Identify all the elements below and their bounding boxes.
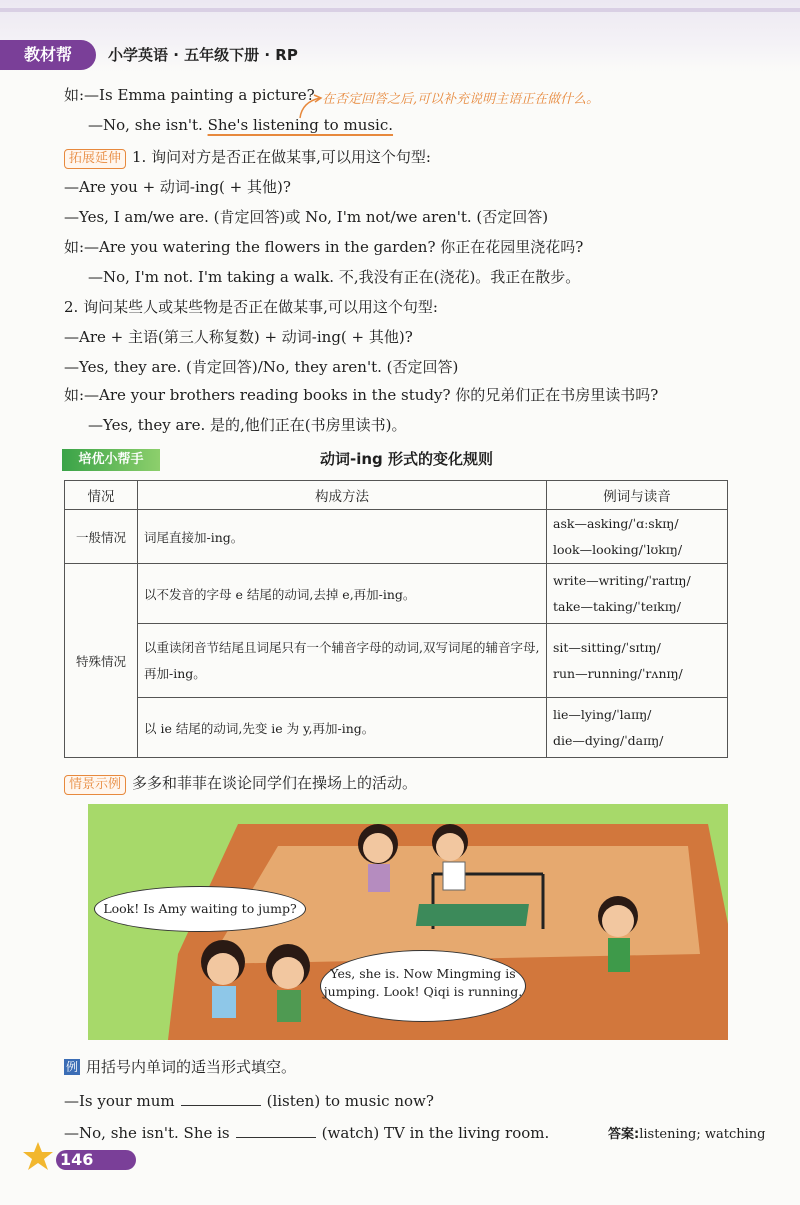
answer-text: listening; watching — [639, 1127, 766, 1142]
scenario-line — [64, 772, 417, 795]
intro-question: 如:—Is Emma painting a picture? — [64, 86, 315, 104]
qiqi-body — [608, 938, 630, 972]
table-row — [65, 698, 728, 758]
p1-line2: —Yes, I am/we are. (肯定回答)或 No, I'm not/we aren't. (否定回答) — [64, 208, 549, 226]
table-title: 动词-ing 形式的变化规则 — [320, 450, 494, 468]
example-special-1 — [547, 564, 728, 624]
q2-blank — [236, 1137, 316, 1138]
example-line: lie—lying/ˈlaɪɪŋ/ — [553, 706, 652, 722]
side-note: 在否定回答之后,可以补充说明主语正在做什么。 — [322, 92, 600, 107]
helper-tag: 培优小帮手 — [62, 449, 160, 471]
example-line: die—dying/ˈdaɪɪŋ/ — [553, 732, 664, 748]
method-special-1: 以不发音的字母 e 结尾的动词,去掉 e,再加-ing。 — [138, 564, 547, 624]
method-general: 词尾直接加-ing。 — [138, 510, 547, 564]
header-method: 构成方法 — [138, 481, 547, 510]
mingming-body — [443, 862, 465, 890]
scenario-text: 多多和菲菲在谈论同学们在操场上的活动。 — [132, 774, 418, 792]
bubble2-line1: Yes, she is. Now Mingming is — [330, 966, 516, 981]
exercise-q1 — [64, 1090, 434, 1112]
p1-line1: —Are you + 动词-ing( + 其他)? — [64, 178, 291, 196]
q2-suffix: (watch) TV in the living room. — [321, 1124, 550, 1142]
example-special-3 — [547, 698, 728, 758]
qiqi-face — [602, 905, 634, 937]
q1-prefix: —Is your mum — [64, 1092, 175, 1110]
intro-answer-prefix: —No, she isn't. — [88, 116, 203, 134]
mingming-face — [436, 833, 464, 861]
amy-body — [368, 864, 390, 892]
method-special-3: 以 ie 结尾的动词,先变 ie 为 y,再加-ing。 — [138, 698, 547, 758]
intro-answer — [88, 114, 393, 136]
q2-prefix: —No, she isn't. She is — [64, 1124, 230, 1142]
brand-label: 教材帮 — [0, 40, 96, 70]
example-special-2 — [547, 624, 728, 698]
amy-face — [363, 833, 393, 863]
example-line: look—looking/ˈlʊkɪŋ/ — [553, 541, 683, 557]
method-special-2: 以重读闭音节结尾且词尾只有一个辅音字母的动词,双写词尾的辅音字母,再加-ing。 — [138, 624, 547, 698]
p2-line2: —Yes, they are. (肯定回答)/No, they aren't. (否定回答) — [64, 358, 459, 376]
scenario-tag: 情景示例 — [64, 775, 126, 795]
example-line: ask—asking/ˈɑːskɪŋ/ — [553, 515, 679, 531]
q1-suffix: (listen) to music now? — [266, 1092, 434, 1110]
point2-text: 2. 询问某些人或某些物是否正在做某事,可以用这个句型: — [64, 298, 438, 316]
exercise-q2 — [64, 1122, 549, 1144]
p1-example1: 如:—Are you watering the flowers in the garden? 你正在花园里浇花吗? — [64, 238, 584, 256]
header-example: 例词与读音 — [547, 481, 728, 510]
book-title: 小学英语 · 五年级下册 · RP — [108, 46, 298, 64]
star-icon — [20, 1140, 60, 1172]
answer-label: 答案: — [608, 1127, 640, 1142]
duoduo-body — [212, 986, 236, 1018]
p2-example1: 如:—Are your brothers reading books in the study? 你的兄弟们正在书房里读书吗? — [64, 386, 659, 404]
point1-text: 1. 询问对方是否正在做某事,可以用这个句型: — [132, 148, 431, 166]
extension-tag: 拓展延伸 — [64, 149, 126, 169]
ing-rules-table — [64, 480, 728, 758]
extension-point1 — [64, 146, 431, 169]
playground-illustration — [88, 804, 728, 1040]
speech-bubble-1: Look! Is Amy waiting to jump? — [94, 886, 306, 932]
example-general — [547, 510, 728, 564]
p2-line1: —Are + 主语(第三人称复数) + 动词-ing( + 其他)? — [64, 328, 413, 346]
table-header-row — [65, 481, 728, 510]
header-stripe — [0, 8, 800, 12]
intro-answer-highlight: She's listening to music. — [207, 116, 394, 134]
case-special: 特殊情况 — [65, 564, 138, 758]
answer-line — [608, 1124, 765, 1146]
p1-example2: —No, I'm not. I'm taking a walk. 不,我没有正在(浇花)。我正在散步。 — [88, 268, 581, 286]
duoduo-face — [207, 953, 239, 985]
table-row — [65, 564, 728, 624]
q1-blank — [181, 1105, 261, 1106]
p2-example2: —Yes, they are. 是的,他们正在(书房里读书)。 — [88, 416, 407, 434]
feifei-face — [272, 957, 304, 989]
case-general: 一般情况 — [65, 510, 138, 564]
example-line: take—taking/ˈteɪkɪŋ/ — [553, 598, 681, 614]
example-line: sit—sitting/ˈsɪtɪŋ/ — [553, 639, 661, 655]
page-number: 146 — [60, 1150, 94, 1169]
table-row — [65, 624, 728, 698]
example-line: run—running/ˈrʌnɪŋ/ — [553, 665, 683, 681]
jump-mat — [416, 904, 529, 926]
example-line: write—writing/ˈraɪtɪŋ/ — [553, 572, 691, 588]
table-row — [65, 510, 728, 564]
speech-bubble-2 — [320, 950, 526, 1022]
header-case: 情况 — [65, 481, 138, 510]
exercise-instruction-line — [64, 1056, 296, 1078]
example-icon: 例 — [65, 1060, 78, 1074]
feifei-body — [277, 990, 301, 1022]
bubble2-line2: jumping. Look! Qiqi is running. — [323, 984, 523, 999]
exercise-instruction: 用括号内单词的适当形式填空。 — [86, 1058, 297, 1076]
